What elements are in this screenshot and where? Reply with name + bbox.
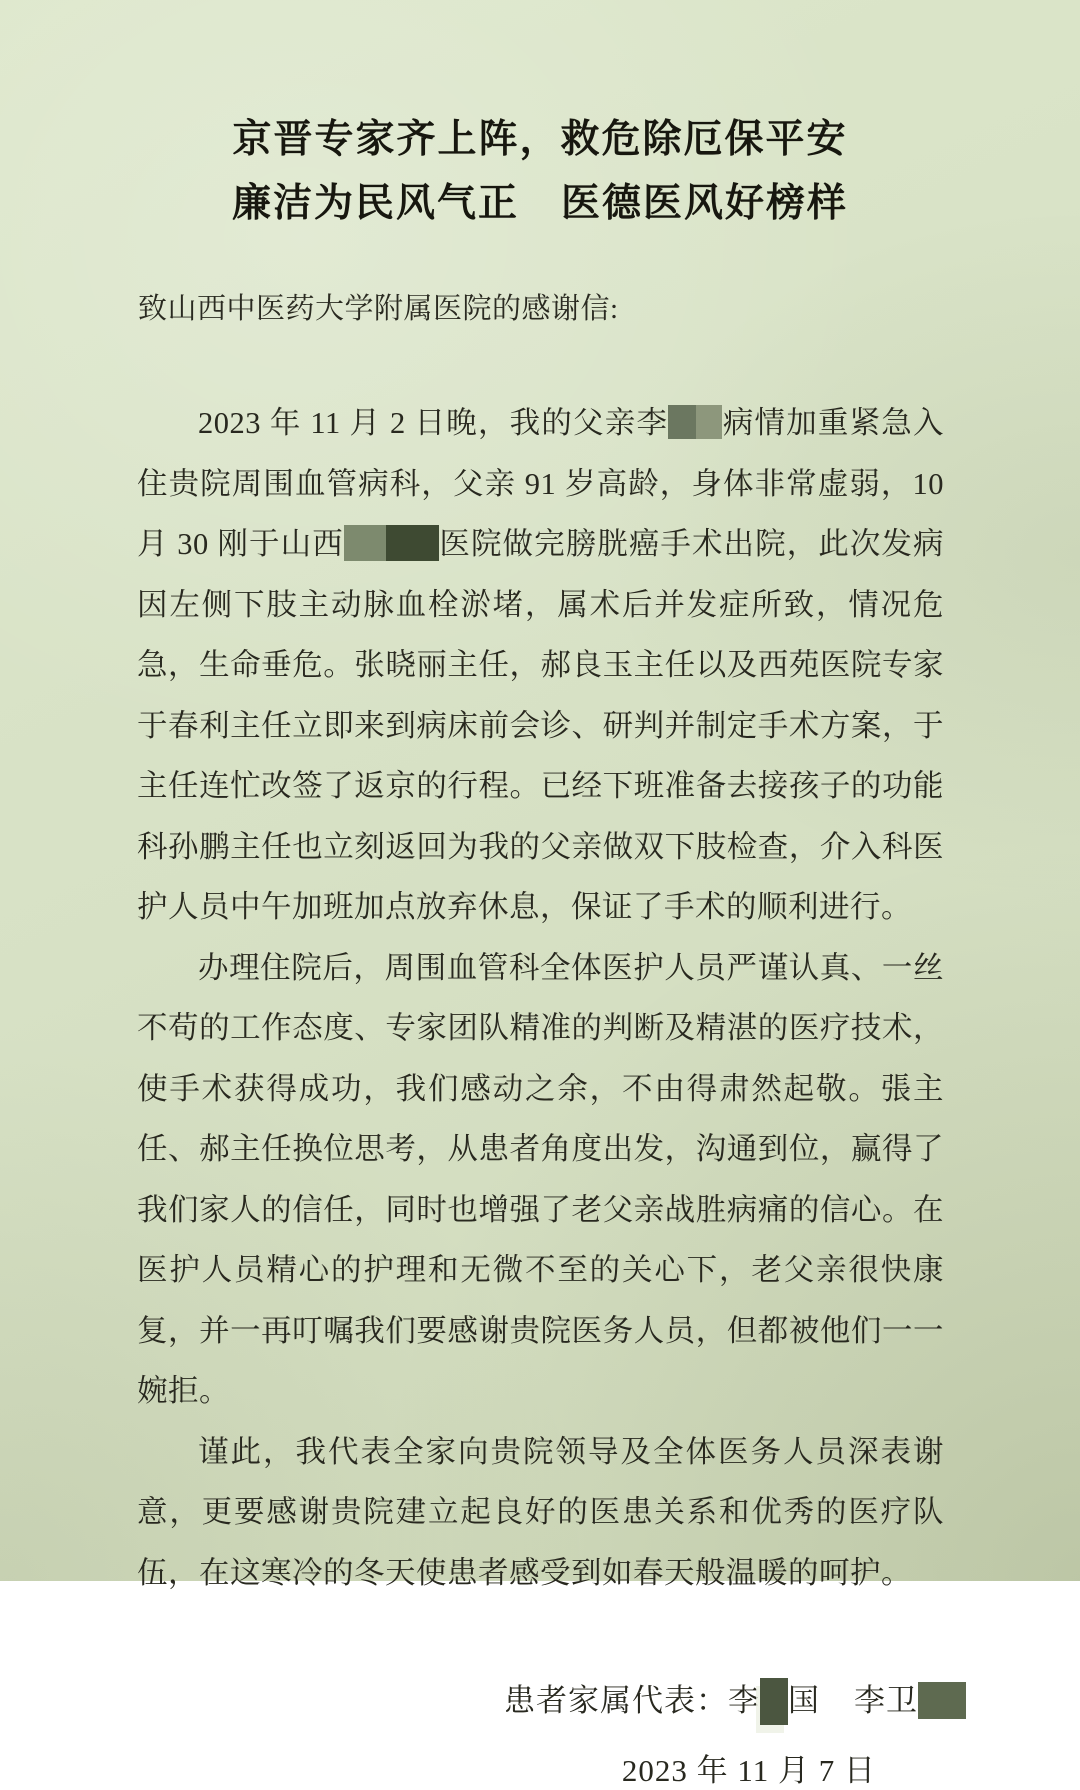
paragraph-1 xyxy=(137,393,944,938)
redaction-father-name-block xyxy=(668,405,722,439)
redaction-signer1-name-block xyxy=(760,1678,788,1725)
signer1-surname: 李 xyxy=(728,1683,760,1718)
letter-title-line1: 京晋专家齐上阵，救危除厄保平安 xyxy=(232,118,848,161)
signature-line xyxy=(0,1675,1080,1725)
letter-title-line2-left: 廉洁为民风气正 xyxy=(231,182,519,225)
paragraph-1-text-a: 2023 年 11 月 2 日晚，我的父亲李 xyxy=(198,406,669,440)
letter-body xyxy=(137,393,944,1603)
paragraph-2: 办理住院后，周围血管科全体医护人员严谨认真、一丝不苟的工作态度、专家团队精准的判断及精湛的医疗技术，使手术获得成功，我们感动之余，不由得肃然起敬。張主任、郝主任换位思考，从患者角度出发，沟通到位，赢得了我们家人的信任，同时也增强了老父亲战胜病痛的信心。在医护人员精心的护理和无微不至的关心下，老父亲很快康复，并一再叮嘱我们要感谢贵院医务人员，但都被他们一一婉拒。 xyxy=(137,950,944,1408)
salutation: 致山西中医药大学附属医院的感谢信: xyxy=(138,293,619,325)
signature-label: 患者家属代表： xyxy=(504,1683,728,1718)
letter-date: 2023 年 11 月 7 日 xyxy=(621,1753,876,1788)
signer2-name-prefix: 李卫 xyxy=(854,1683,918,1718)
letter-title-line2-right: 医德医风好榜样 xyxy=(561,182,849,225)
letter-title xyxy=(0,0,1080,236)
paragraph-3: 谨此，我代表全家向贵院领导及全体医务人员深表谢意，更要感谢贵院建立起良好的医患关系和优秀的医疗队伍，在这寒冷的冬天使患者感受到如春天般温暖的呵护。 xyxy=(137,1434,944,1590)
letter-title-line2 xyxy=(0,172,1080,236)
paragraph-1-text-b: 病情加重紧急入住贵院周围血管病科，父亲 91 岁高龄，身体非常虚弱，10 月 30 刚于山西 xyxy=(137,406,944,561)
redaction-signer2-name-block xyxy=(918,1682,966,1719)
redaction-hospital-name-block xyxy=(344,525,439,561)
signer1-given-name: 国 xyxy=(788,1683,820,1718)
paragraph-1-text-c: 医院做完膀胱癌手术出院，此次发病因左侧下肢主动脉血栓淤堵，属术后并发症所致，情况危急，生命垂危。张晓丽主任，郝良玉主任以及西苑医院专家于春利主任立即来到病床前会诊、研判并制定手术方案，于主任连忙改签了返京的行程。已经下班准备去接孩子的功能科孙鹏主任也立刻返回为我的父亲做双下肢检查，介入科医护人员中午加班加点放弃休息，保证了手术的顺利进行。 xyxy=(137,527,945,924)
